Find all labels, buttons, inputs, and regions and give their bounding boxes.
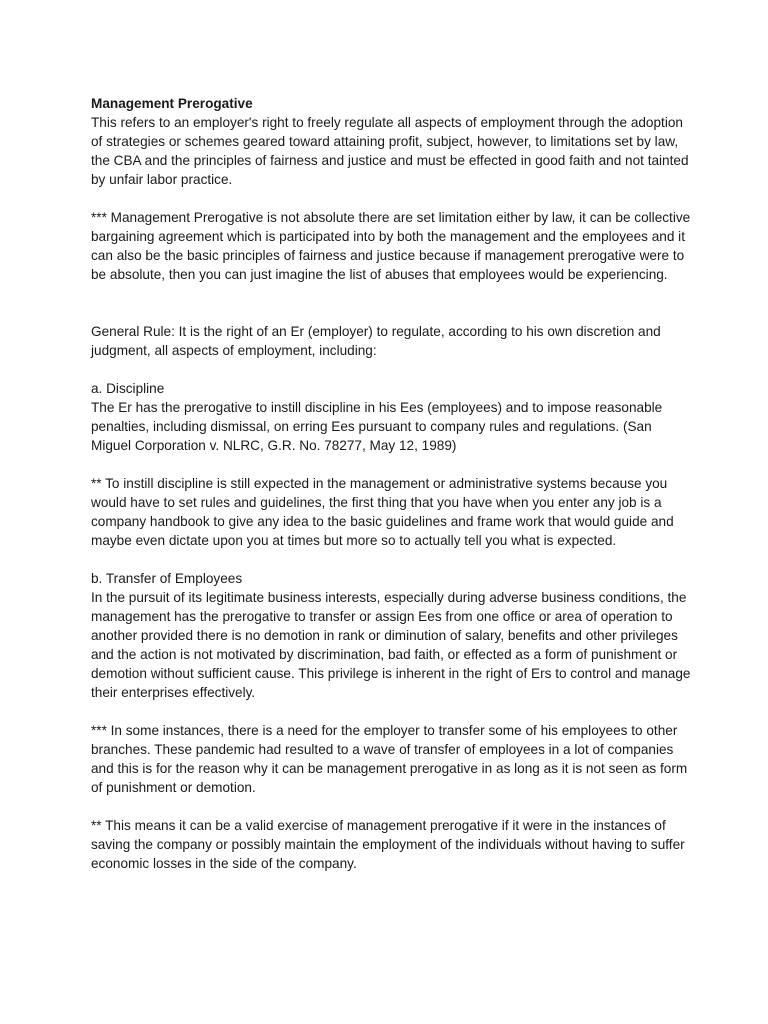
definition-paragraph: This refers to an employer's right to freely regulate all aspects of employment through the adoption of strategies or schemes geared toward attaining profit, subject, however, to limitations set by law, the CBA and the principles of fairness and justice and must be effected in good faith and not tainted by unfair labor practice. bbox=[91, 115, 689, 187]
general-rule-paragraph: General Rule: It is the right of an Er (employer) to regulate, according to his own discretion and judgment, all aspects of employment, including: bbox=[91, 324, 661, 358]
transfer-note-instances: *** In some instances, there is a need for the employer to transfer some of his employees to other branches. These pandemic had resulted to a wave of transfer of employees in a lot of companies and this is for the reason why it can be management prerogative in as long as it is not seen as form of punishment or demotion. bbox=[91, 723, 688, 795]
spacer bbox=[91, 702, 691, 721]
spacer bbox=[91, 550, 691, 569]
transfer-body: In the pursuit of its legitimate business interests, especially during adverse business conditions, the management has the prerogative to transfer or assign Ees from one office or area of operation to another provided there is no demotion in rank or diminution of salary, benefits and other privileges and the action is not motivated by discrimination, bad faith, or effected as a form of punishment or demotion without sufficient cause. This privilege is inherent in the right of Ers to control and manage their enterprises effectively. bbox=[91, 590, 691, 700]
document-title: Management Prerogative bbox=[91, 96, 253, 111]
document-page bbox=[91, 94, 691, 873]
transfer-heading: b. Transfer of Employees bbox=[91, 571, 243, 586]
spacer bbox=[91, 797, 691, 816]
note-paragraph-absolute: *** Management Prerogative is not absolute there are set limitation either by law, it can be collective bargaining agreement which is participated into by both the management and the employees and it can also be the basic principles of fairness and justice because if management prerogative were to be absolute, then you can just imagine the list of abuses that employees would be experiencing. bbox=[91, 210, 691, 282]
spacer bbox=[91, 189, 691, 208]
discipline-note: ** To instill discipline is still expected in the management or administrative systems because you would have to set rules and guidelines, the first thing that you have when you enter any job is a company handbook to give any idea to the basic guidelines and frame work that would guide and maybe even dictate upon you at times but more so to actually tell you what is expected. bbox=[91, 476, 674, 548]
spacer bbox=[91, 360, 691, 379]
discipline-body: The Er has the prerogative to instill discipline in his Ees (employees) and to impose reasonable penalties, including dismissal, on erring Ees pursuant to company rules and regulations. (San Miguel Corporation v. NLRC, G.R. No. 78277, May 12, 1989) bbox=[91, 400, 663, 453]
spacer bbox=[91, 284, 691, 322]
spacer bbox=[91, 455, 691, 474]
discipline-heading: a. Discipline bbox=[91, 381, 165, 396]
transfer-note-valid-exercise: ** This means it can be a valid exercise of management prerogative if it were in the instances of saving the company or possibly maintain the employment of the individuals without having to suffer economic losses in the side of the company. bbox=[91, 818, 685, 871]
